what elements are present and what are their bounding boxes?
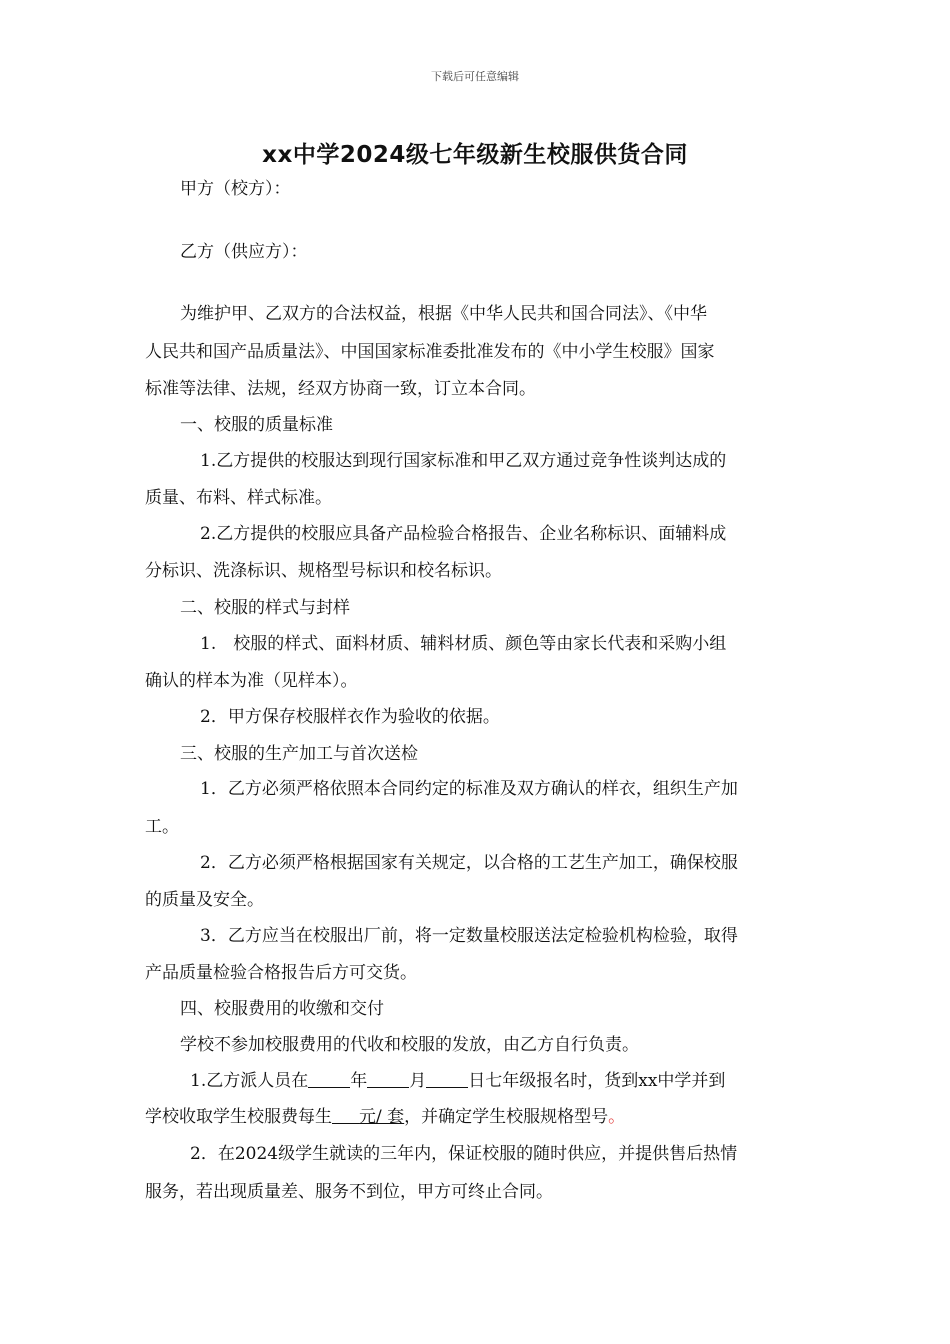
s3-item1-line-2: 工。 [145,817,179,837]
s1-item2-line-2: 分标识、洗涤标识、规格型号标识和校名标识。 [145,561,502,581]
s4-item1-prefix: 1.乙方派人员在 [190,1071,309,1091]
s2-item2: 2．甲方保存校服样衣作为验收的依据。 [200,707,500,727]
price-unit-blank [332,1107,404,1127]
s3-item3-line-2: 产品质量检验合格报告后方可交货。 [145,963,417,983]
s4-item2-line-1: 2．在2024级学生就读的三年内，保证校服的随时供应，并提供售后热情 [190,1144,738,1164]
month-blank [367,1071,409,1088]
year-blank [308,1071,350,1088]
price-unit: 元/ 套 [359,1107,405,1127]
party-b-line: 乙方（供应方）： [180,242,308,262]
preamble-line-3: 标准等法律、法规，经双方协商一致，订立本合同。 [145,379,536,399]
year-label: 年 [350,1071,368,1091]
document-title: xx中学2024级七年级新生校服供货合同 [262,142,688,168]
red-period: 。 [608,1107,626,1127]
s4-item1-line2-prefix: 学校收取学生校服费每生 [145,1107,332,1127]
preamble-line-1: 为维护甲、乙双方的合法权益，根据《中华人民共和国合同法》、《中华 [180,304,707,324]
s4-item2-line-2: 服务，若出现质量差、服务不到位，甲方可终止合同。 [145,1182,553,1202]
s2-item1-line-2: 确认的样本为准（见样本）。 [145,671,358,691]
party-a-line: 甲方（校方）： [180,179,291,199]
s1-item2-line-1: 2.乙方提供的校服应具备产品检验合格报告、企业名称标识、面辅料成 [200,524,727,544]
s1-item1-line-2: 质量、布料、样式标准。 [145,488,332,508]
s3-item1-line-1: 1．乙方必须严格依照本合同约定的标准及双方确认的样衣，组织生产加 [200,779,738,799]
s4-item1-line-1 [190,1069,725,1093]
s3-item2-line-2: 的质量及安全。 [145,890,264,910]
s4-intro: 学校不参加校服费用的代收和校服的发放，由乙方自行负责。 [180,1035,639,1055]
header-note: 下载后可任意编辑 [431,70,519,83]
section-3-heading: 三、校服的生产加工与首次送检 [180,744,418,764]
s3-item2-line-1: 2．乙方必须严格根据国家有关规定，以合格的工艺生产加工，确保校服 [200,853,738,873]
day-blank [426,1071,468,1088]
s3-item3-line-1: 3．乙方应当在校服出厂前，将一定数量校服送法定检验机构检验，取得 [200,926,738,946]
s2-item1-line-1: 1. 校服的样式、面料材质、辅料材质、颜色等由家长代表和采购小组 [200,634,727,654]
s4-item1-suffix: 日七年级报名时，货到xx中学并到 [468,1071,726,1091]
s4-item1-line2-suffix: ，并确定学生校服规格型号 [404,1107,609,1127]
preamble-line-2: 人民共和国产品质量法》、中国国家标准委批准发布的《中小学生校服》国家 [145,342,715,362]
section-4-heading: 四、校服费用的收缴和交付 [180,999,384,1019]
s4-item1-line-2 [145,1105,625,1129]
s1-item1-line-1: 1.乙方提供的校服达到现行国家标准和甲乙双方通过竞争性谈判达成的 [200,451,727,471]
section-2-heading: 二、校服的样式与封样 [180,598,350,618]
month-label: 月 [409,1071,427,1091]
section-1-heading: 一、校服的质量标准 [180,415,333,435]
